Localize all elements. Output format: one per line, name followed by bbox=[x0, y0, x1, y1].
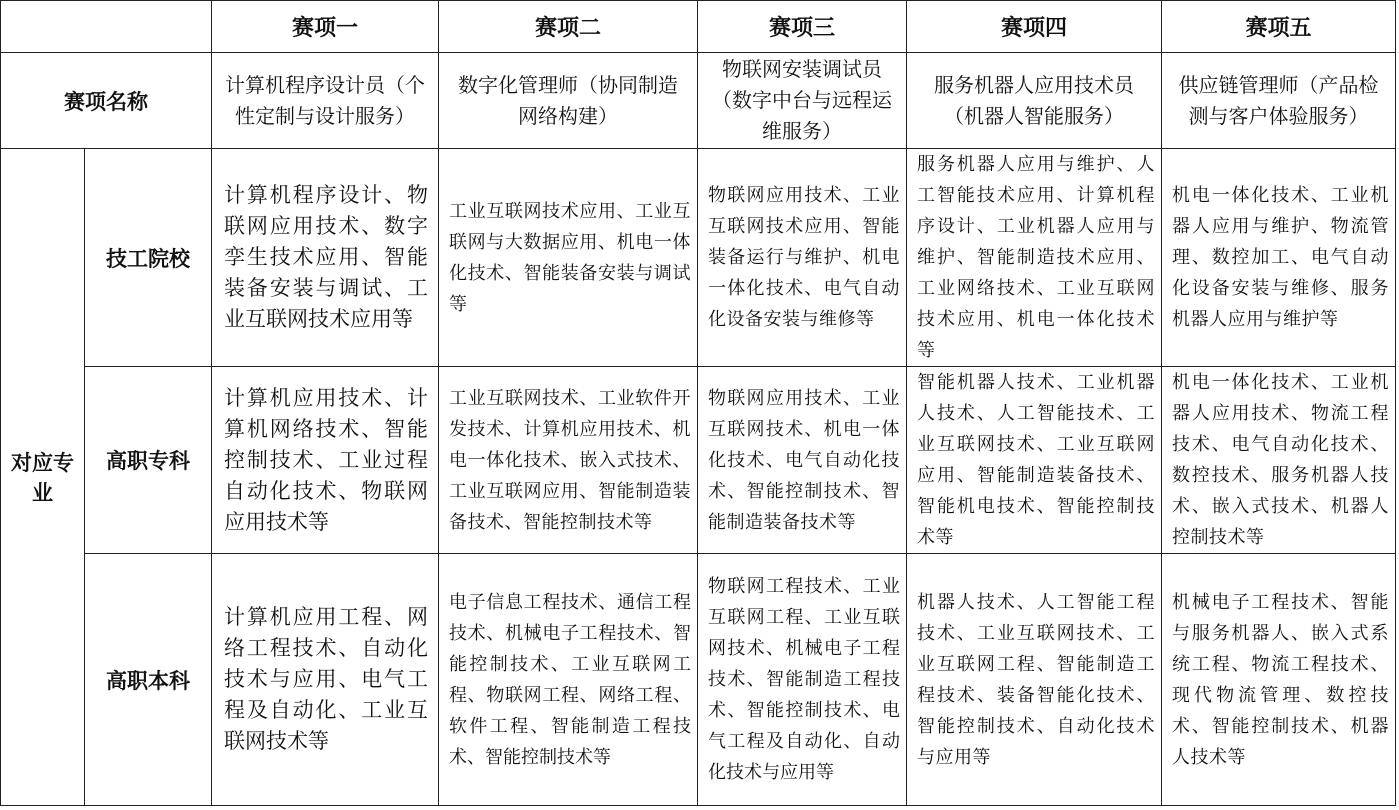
vocational-undergraduate-event-3: 物联网工程技术、工业互联网工程、工业互联网技术、机械电子工程技术、智能制造工程技术、智能控制技术、电气工程及自动化、自动化技术与应用等 bbox=[698, 554, 907, 806]
technical-school-event-1: 计算机程序设计、物联网应用技术、数字孪生技术应用、智能装备安装与调试、工业互联网技术应用等 bbox=[212, 149, 439, 367]
event-5-header: 赛项五 bbox=[1162, 1, 1396, 53]
header-row bbox=[1, 1, 1396, 53]
vocational-college-event-4: 智能机器人技术、工业机器人技术、人工智能技术、工业互联网技术、工业互联网应用、智能制造装备技术、智能机电技术、智能控制技术等 bbox=[907, 367, 1162, 554]
level-vocational-undergraduate: 高职本科 bbox=[85, 554, 212, 806]
event-1-header: 赛项一 bbox=[212, 1, 439, 53]
event-5-name: 供应链管理师（产品检测与客户体验服务） bbox=[1162, 53, 1396, 149]
vocational-undergraduate-event-4: 机器人技术、人工智能工程技术、工业互联网技术、工业互联网工程、智能制造工程技术、装备智能化技术、智能控制技术、自动化技术与应用等 bbox=[907, 554, 1162, 806]
event-3-header: 赛项三 bbox=[698, 1, 907, 53]
corner-cell bbox=[1, 1, 212, 53]
majors-label: 对应专业 bbox=[1, 149, 85, 806]
vocational-undergraduate-event-5: 机械电子工程技术、智能与服务机器人、嵌入式系统工程、物流工程技术、现代物流管理、数控技术、智能控制技术、机器人技术等 bbox=[1162, 554, 1396, 806]
event-1-name: 计算机程序设计员（个性定制与设计服务） bbox=[212, 53, 439, 149]
vocational-undergraduate-event-2: 电子信息工程技术、通信工程技术、机械电子工程技术、智能控制技术、工业互联网工程、物联网工程、网络工程、软件工程、智能制造工程技术、智能控制技术等 bbox=[439, 554, 698, 806]
event-4-name: 服务机器人应用技术员（机器人智能服务） bbox=[907, 53, 1162, 149]
level-vocational-college: 高职专科 bbox=[85, 367, 212, 554]
event-3-name: 物联网安装调试员（数字中台与远程运维服务） bbox=[698, 53, 907, 149]
technical-school-event-4: 服务机器人应用与维护、人工智能技术应用、计算机程序设计、工业机器人应用与维护、智能制造技术应用、工业网络技术、工业互联网技术应用、机电一体化技术等 bbox=[907, 149, 1162, 367]
event-2-name: 数字化管理师（协同制造网络构建） bbox=[439, 53, 698, 149]
level-technical-school: 技工院校 bbox=[85, 149, 212, 367]
vocational-college-event-3: 物联网应用技术、工业互联网技术、机电一体化技术、电气自动化技术、智能控制技术、智能制造装备技术等 bbox=[698, 367, 907, 554]
table-row-vocational-undergraduate bbox=[1, 554, 1396, 806]
event-name-row bbox=[1, 53, 1396, 149]
vocational-college-event-5: 机电一体化技术、工业机器人应用技术、物流工程技术、电气自动化技术、数控技术、服务机器人技术、嵌入式技术、机器人控制技术等 bbox=[1162, 367, 1396, 554]
vocational-college-event-2: 工业互联网技术、工业软件开发技术、计算机应用技术、机电一体化技术、嵌入式技术、工业互联网应用、智能制造装备技术、智能控制技术等 bbox=[439, 367, 698, 554]
table-row-technical-school bbox=[1, 149, 1396, 367]
technical-school-event-5: 机电一体化技术、工业机器人应用与维护、物流管理、数控加工、电气自动化设备安装与维修、服务机器人应用与维护等 bbox=[1162, 149, 1396, 367]
event-2-header: 赛项二 bbox=[439, 1, 698, 53]
vocational-college-event-1: 计算机应用技术、计算机网络技术、智能控制技术、工业过程自动化技术、物联网应用技术等 bbox=[212, 367, 439, 554]
event-4-header: 赛项四 bbox=[907, 1, 1162, 53]
vocational-undergraduate-event-1: 计算机应用工程、网络工程技术、自动化技术与应用、电气工程及自动化、工业互联网技术等 bbox=[212, 554, 439, 806]
event-name-label: 赛项名称 bbox=[1, 53, 212, 149]
table-row-vocational-college bbox=[1, 367, 1396, 554]
technical-school-event-2: 工业互联网技术应用、工业互联网与大数据应用、机电一体化技术、智能装备安装与调试等 bbox=[439, 149, 698, 367]
technical-school-event-3: 物联网应用技术、工业互联网技术应用、智能装备运行与维护、机电一体化技术、电气自动化设备安装与维修等 bbox=[698, 149, 907, 367]
